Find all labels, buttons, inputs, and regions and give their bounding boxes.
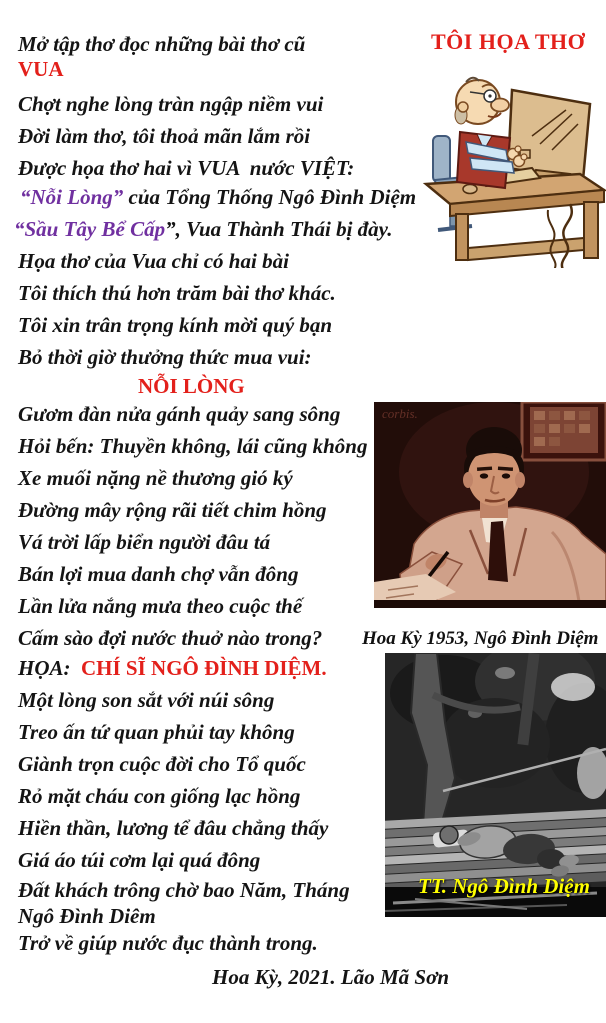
- poem-line: [18, 125, 310, 148]
- poem-line: [18, 849, 260, 872]
- poem-line: [18, 499, 327, 522]
- poem-segment: Đường mây rộng rãi tiết chim hồng: [18, 498, 327, 522]
- poem-segment: Hỏi bến: Thuyền không, lái cũng không: [18, 434, 368, 458]
- chair-back: [433, 136, 450, 182]
- photo-portrait-ngo-dinh-diem: [374, 402, 606, 608]
- poem-segment: Xe muối nặng nề thương gió ký: [18, 466, 293, 490]
- poem-segment: Họa thơ của Vua chỉ có hai bài: [18, 249, 289, 273]
- poem-line: [18, 314, 332, 337]
- heading-noi-long: [138, 375, 245, 398]
- poem-line: [20, 186, 416, 209]
- poem-line: [18, 467, 293, 490]
- poem-segment: Đời làm thơ, tôi thoả mãn lắm rồi: [18, 124, 311, 148]
- poem-segment: “Sầu Tây Bể Cấp: [14, 217, 166, 241]
- eye: [502, 473, 510, 478]
- poem-segment: Giành trọn cuộc đời cho Tổ quốc: [18, 752, 306, 776]
- poem-segment: Đất khách trông chờ bao Năm, Tháng: [18, 878, 350, 902]
- poem-segment: Trở về giúp nước đục thành trong.: [18, 931, 318, 955]
- poem-line: [18, 627, 322, 650]
- poem-segment: “Nỗi Lòng”: [20, 185, 124, 209]
- poem-line: [18, 721, 295, 744]
- poem-segment: Tôi xin trân trọng kính mời quý bạn: [18, 313, 333, 337]
- poem-segment: Được họa thơ hai vì VUA nước VIỆT:: [18, 156, 355, 180]
- poem-segment: Treo ấn tứ quan phủi tay không: [18, 720, 295, 744]
- poem-segment: của Tổng Thống Ngô Đình Diệm: [123, 185, 417, 209]
- mouse: [463, 185, 477, 194]
- poem-segment: Vá trời lấp biển người đâu tá: [18, 530, 271, 554]
- poem-segment: NỖI LÒNG: [138, 374, 245, 398]
- poem-segment: ”, Vua Thành Thái bị đày.: [165, 217, 393, 241]
- photo-caption-1953: Hoa Kỳ 1953, Ngô Đình Diệm: [362, 628, 599, 649]
- poem-line: [18, 33, 305, 56]
- poem-line: [18, 817, 328, 840]
- photo-overlay-caption: TT. Ngô Đình Diệm: [418, 874, 590, 898]
- poem-line: [18, 157, 354, 180]
- poem-line: [18, 879, 350, 902]
- poem-segment: Bán lợi mua danh chợ vẫn đông: [18, 562, 299, 586]
- ear: [458, 102, 468, 112]
- heading-hoa: [18, 657, 327, 680]
- poem-segment: Chợt nghe lòng tràn ngập niềm vui: [18, 92, 324, 116]
- poem-segment: Tôi thích thú hơn trăm bài thơ khác.: [18, 281, 336, 305]
- framed-picture: [522, 402, 606, 460]
- poem-line: [18, 282, 336, 305]
- poem-segment: CHÍ SĨ NGÔ ĐÌNH DIỆM.: [81, 656, 327, 680]
- poem-line: [18, 689, 274, 712]
- poem-line: [18, 595, 302, 618]
- poem-segment: Rỏ mặt cháu con giống lạc hồng: [18, 784, 301, 808]
- ear: [463, 472, 473, 488]
- poem-segment: HỌA:: [18, 656, 81, 680]
- poem-line: [18, 250, 289, 273]
- poem-segment: VUA: [18, 57, 64, 81]
- poem-segment: Hiền thần, lương tể đâu chẳng thấy: [18, 816, 329, 840]
- cartoon-poet-at-computer: [420, 62, 606, 268]
- poem-segment: Mở tập thơ đọc những bài thơ cũ: [18, 32, 306, 56]
- poem-segment: Ngô Đình Diêm: [18, 904, 156, 928]
- poem-line: [18, 905, 156, 928]
- poem-line: [18, 753, 306, 776]
- sky-gap: [551, 673, 595, 701]
- poem-segment: Giá áo túi cơm lại quá đông: [18, 848, 261, 872]
- poem-line: [18, 93, 323, 116]
- poem-line: [18, 563, 298, 586]
- signature-line: [212, 966, 449, 989]
- poem-line: [18, 346, 312, 369]
- page-title: TÔI HỌA THƠ: [431, 29, 586, 54]
- poem-segment: Bỏ thời giờ thưởng thức mua vui:: [18, 345, 312, 369]
- poem-segment: Một lòng son sắt với núi sông: [18, 688, 275, 712]
- heading-vua: [18, 58, 64, 81]
- poem-segment: Hoa Kỳ, 2021. Lão Mã Sơn: [212, 965, 450, 989]
- poem-line: [18, 932, 318, 955]
- poem-line: [18, 403, 340, 426]
- corbis-watermark: corbis.: [382, 406, 418, 421]
- poem-line: [18, 435, 367, 458]
- head: [440, 826, 458, 844]
- poem-segment: Gươm đàn nửa gánh quảy sang sông: [18, 402, 341, 426]
- poem-segment: Cấm sào đợi nước thuở nào trong?: [18, 626, 323, 650]
- poem-segment: Lần lửa nắng mưa theo cuộc thế: [18, 594, 303, 618]
- poem-line: [18, 785, 300, 808]
- poem-line: [18, 531, 270, 554]
- poem-line: [14, 218, 392, 241]
- ear: [515, 472, 525, 488]
- eye: [480, 473, 488, 478]
